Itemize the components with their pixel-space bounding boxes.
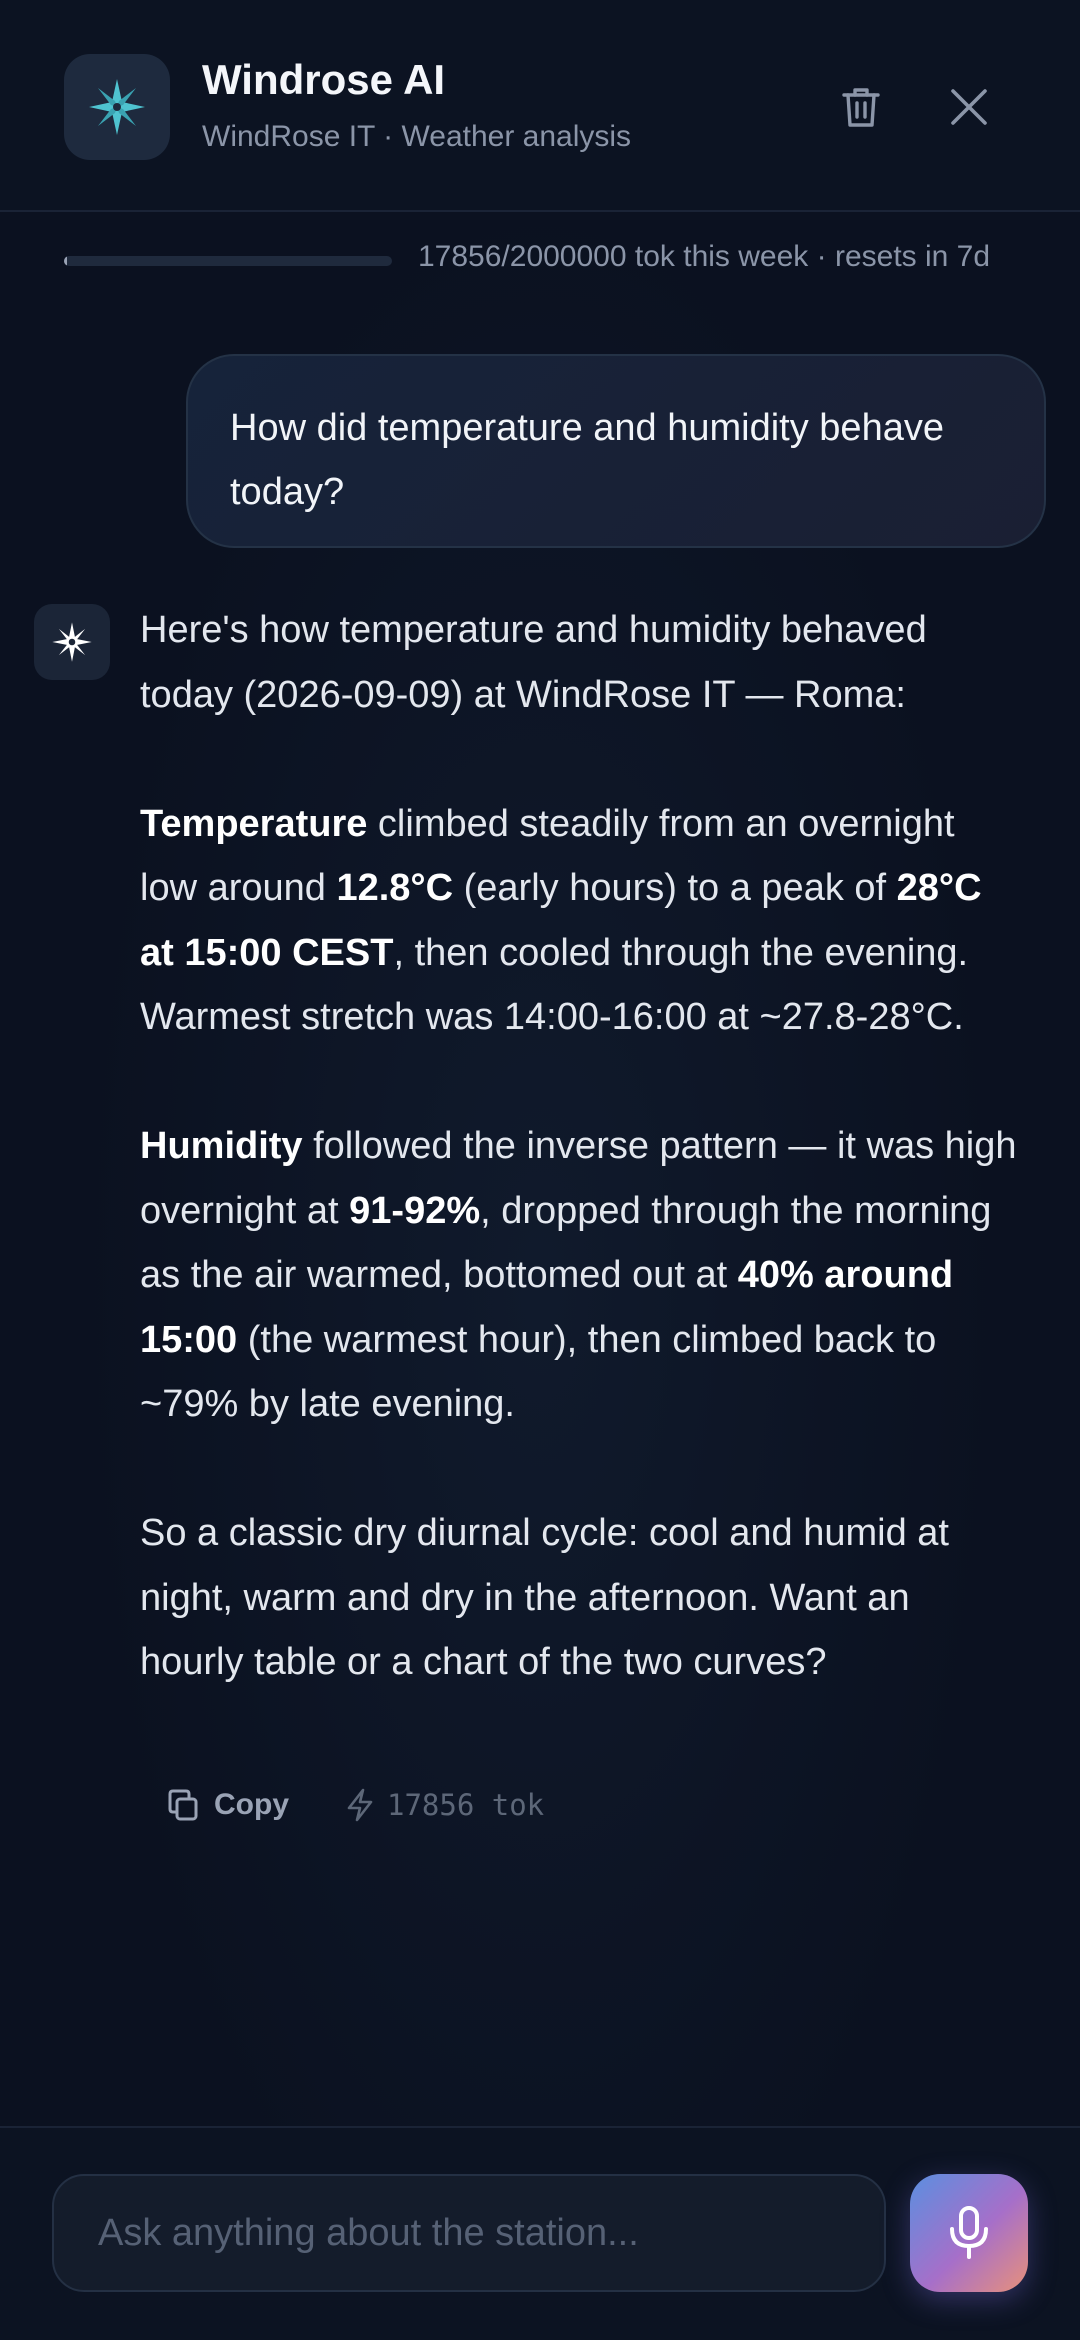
copy-button[interactable] bbox=[166, 1788, 289, 1822]
app-title: Windrose AI bbox=[202, 56, 446, 103]
text-span: followed the inverse pattern — it was high overnight at bbox=[140, 1125, 1017, 1232]
token-count bbox=[345, 1788, 544, 1822]
close-button[interactable] bbox=[934, 72, 1004, 142]
mic-button[interactable] bbox=[910, 2174, 1028, 2292]
composer bbox=[0, 2126, 1080, 2340]
text-span: climbed steadily from an overnight low around bbox=[140, 802, 955, 909]
compass-rose-icon bbox=[51, 621, 93, 663]
text-span: , then cooled through the evening. Warmest stretch was 14:00-16:00 at ~27.8-28°C. bbox=[140, 931, 969, 1038]
overnight-low: 12.8°C bbox=[336, 867, 454, 909]
usage-progress-bar bbox=[64, 256, 392, 266]
usage-text: 17856/2000000 tok this week · resets in 7d bbox=[418, 240, 991, 273]
lightning-icon bbox=[345, 1788, 375, 1822]
temperature-paragraph bbox=[140, 792, 1020, 1050]
copy-label: Copy bbox=[214, 1788, 289, 1821]
microphone-icon bbox=[946, 2205, 992, 2261]
copy-icon bbox=[166, 1788, 200, 1822]
text-span: (the warmest hour), then climbed back to ~79% by late evening. bbox=[140, 1318, 937, 1425]
header bbox=[0, 0, 1080, 212]
trash-icon bbox=[841, 85, 881, 129]
temperature-label: Temperature bbox=[140, 802, 368, 845]
app-logo bbox=[64, 54, 170, 160]
assistant-closing: So a classic dry diurnal cycle: cool and humid at night, warm and dry in the afternoon. Want an hourly table or a chart of the two curves? bbox=[140, 1512, 949, 1683]
overnight-humidity: 91-92% bbox=[349, 1189, 481, 1232]
assistant-avatar bbox=[34, 604, 110, 680]
usage-progress-fill bbox=[64, 256, 67, 266]
message-input[interactable] bbox=[52, 2174, 886, 2292]
peak-temp: 28°C at 15:00 CEST bbox=[140, 867, 982, 974]
humidity-label: Humidity bbox=[140, 1125, 303, 1167]
close-icon bbox=[949, 87, 989, 127]
assistant-intro: Here's how temperature and humidity behaved today (2026-09-09) at WindRose IT — Roma: bbox=[140, 609, 927, 716]
app-subtitle: WindRose IT · Weather analysis bbox=[202, 120, 632, 153]
clear-chat-button[interactable] bbox=[826, 72, 896, 142]
min-humidity: 40% around 15:00 bbox=[140, 1254, 954, 1361]
assistant-message bbox=[140, 598, 1020, 1695]
token-usage bbox=[64, 240, 1024, 280]
compass-rose-icon bbox=[85, 75, 149, 139]
token-count-label: 17856 tok bbox=[387, 1788, 545, 1822]
text-span: , dropped through the morning as the air warmed, bottomed out at bbox=[140, 1189, 992, 1296]
user-message: How did temperature and humidity behave today? bbox=[186, 354, 1046, 548]
message-actions bbox=[166, 1780, 544, 1830]
text-span: (early hours) to a peak of bbox=[453, 867, 897, 909]
humidity-paragraph bbox=[140, 1114, 1020, 1437]
